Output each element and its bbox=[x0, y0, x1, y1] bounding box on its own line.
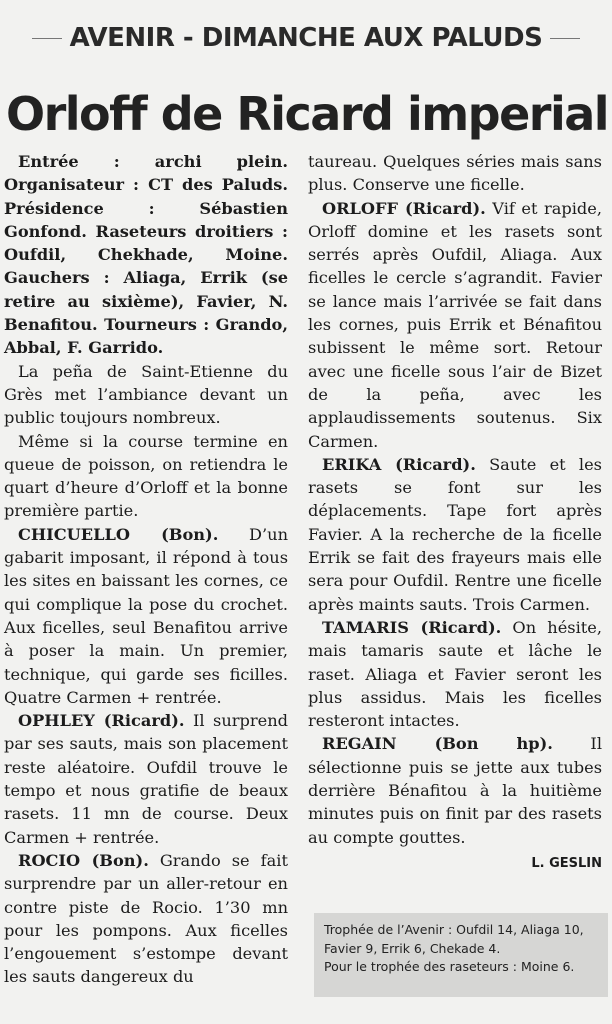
paragraph: La peña de Saint-Etienne du Grès met l’ambiance devant un public toujours nombreux. bbox=[4, 361, 288, 428]
paragraph: Même si la course termine en queue de poisson, on retiendra le quart d’heure d’Orloff et la bonne première partie. bbox=[4, 431, 288, 521]
bull-name: OPHLEY (Ricard). bbox=[18, 711, 185, 731]
bull-name: TAMARIS (Ricard). bbox=[322, 617, 502, 637]
trophy-line: Trophée de l’Avenir : Oufdil 14, Aliaga 10, Favier 9, Errik 6, Chekade 4. bbox=[324, 922, 584, 956]
trophy-line: Pour le trophée des raseteurs : Moine 6. bbox=[324, 959, 575, 974]
bull-paragraph-rocio bbox=[4, 849, 288, 989]
bull-text: Il sélectionne puis se jette aux tubes derrière Bénafitou à la huitième minutes puis on finit par des rasets au compte gouttes. bbox=[308, 734, 602, 847]
bull-text: D’un gabarit imposant, il répond à tous les sites en baissant les cornes, ce qui complique la pose du crochet. Aux ficelles, seul Benafitou arrive à poser la main. Un premier, technique, qui garde ses ficilles. Quatre Carmen + rentrée. bbox=[4, 524, 289, 707]
bull-text: Saute et les rasets se font sur les déplacements. Tape fort après Favier. A la recherche de la ficelle Errik se fait des frayeurs mais elle sera pour Oufdil. Rentre une ficelle après maints sauts. Trois Carmen. bbox=[308, 454, 602, 614]
intro-bold-text: Entrée : archi plein. Organisateur : CT des Paluds. Présidence : Sébastien Gonfond. Raseteurs droitiers : Oufdil, Chekhade, Moine. Gauchers : Aliaga, Errik (se retire au sixième), Favier, N. Benafitou. Tourneurs : Grando, Abbal, F. Garrido. bbox=[4, 152, 288, 358]
trophy-box bbox=[314, 913, 608, 997]
byline: L. GESLIN bbox=[531, 855, 602, 871]
bull-text: Il surprend par ses sauts, mais son placement reste aléatoire. Oufdil trouve le tempo et nous gratifie de beaux rasets. 11 mn de course. Deux Carmen + rentrée. bbox=[4, 711, 288, 847]
bull-paragraph-chicuello bbox=[4, 523, 288, 709]
bull-paragraph-tamaris bbox=[308, 616, 602, 732]
kicker-rule-right bbox=[550, 38, 580, 39]
intro-paragraph bbox=[4, 150, 288, 360]
bull-name: ERIKA (Ricard). bbox=[322, 454, 476, 474]
kicker-rule-left bbox=[32, 38, 62, 39]
bull-name: ROCIO (Bon). bbox=[18, 850, 149, 870]
bull-paragraph-orloff bbox=[308, 197, 602, 453]
bull-text: On hésite, mais tamaris saute et lâche le raset. Aliaga et Favier seront les plus assidus. Mais les ficelles resteront intactes. bbox=[308, 617, 602, 731]
bull-text: Vif et rapide, Orloff domine et les rasets sont serrés après Oufdil, Aliaga. Aux ficelles le cercle s’agrandit. Favier se lance mais l’arrivée se fait dans les cornes, puis Errik et Bénafitou subissent le même sort. Retour avec une ficelle sous l’air de Bizet de la peña, avec les applaudissements soutenus. Six Carmen. bbox=[308, 198, 602, 451]
section-kicker bbox=[0, 18, 612, 58]
bull-text: Grando se fait surprendre par un aller-retour en contre piste de Rocio. 1’30 mn pour les pompons. Aux ficelles l’engouement s’estompe devant les sauts dangereux du bbox=[4, 850, 288, 987]
headline: Orloff de Ricard imperial bbox=[6, 87, 609, 141]
article-column-right bbox=[308, 150, 602, 873]
kicker-text: AVENIR - DIMANCHE AUX PALUDS bbox=[69, 23, 543, 53]
bull-paragraph-regain bbox=[308, 732, 602, 848]
article-column-left bbox=[4, 150, 288, 989]
bull-name: REGAIN (Bon hp). bbox=[322, 734, 553, 754]
bull-paragraph-erika bbox=[308, 453, 602, 616]
bull-name: ORLOFF (Ricard). bbox=[322, 198, 486, 218]
bull-name: CHICUELLO (Bon). bbox=[18, 524, 219, 544]
paragraph-continuation: taureau. Quelques séries mais sans plus. Conserve une ficelle. bbox=[308, 152, 602, 195]
bull-paragraph-ophley bbox=[4, 709, 288, 849]
